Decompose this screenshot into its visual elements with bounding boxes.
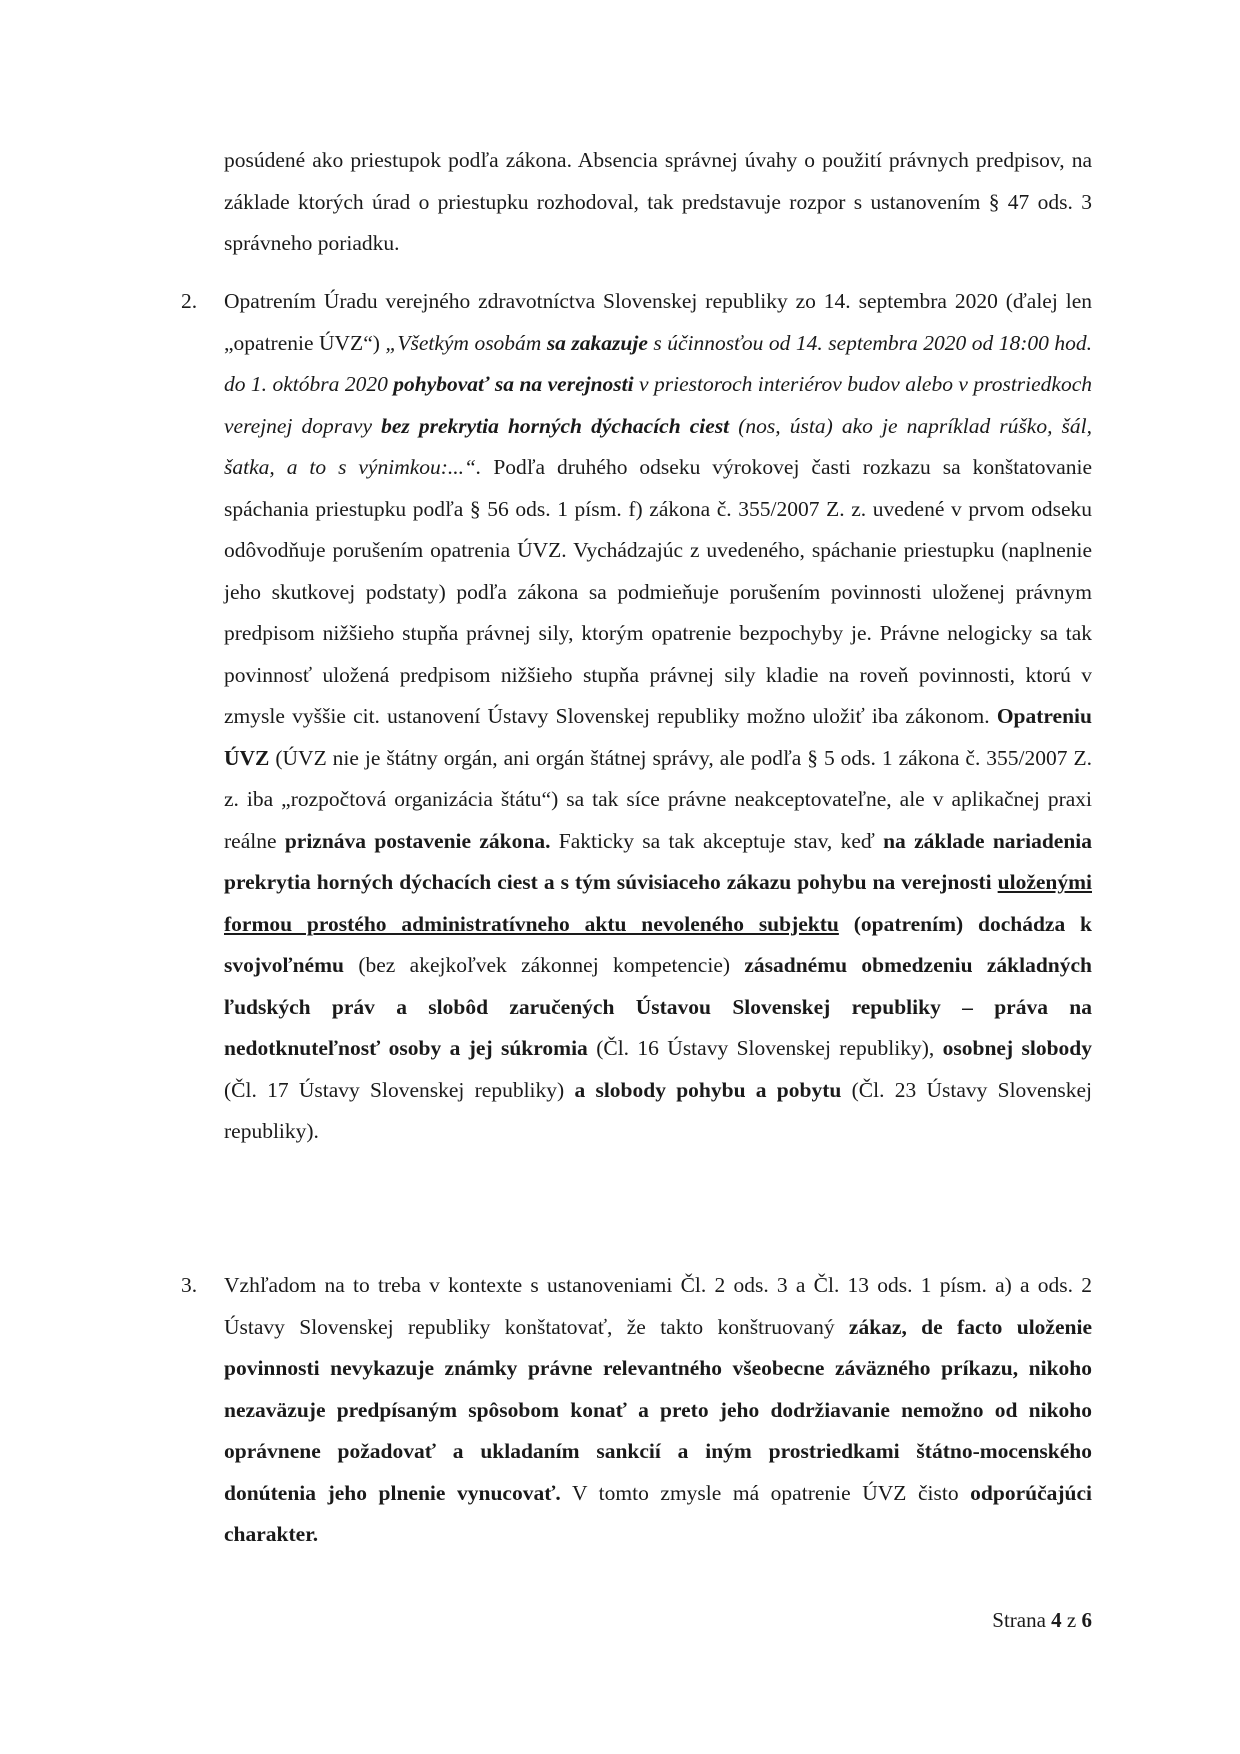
- list-number-3: 3.: [181, 1273, 198, 1297]
- text-run: (nos, ústa) ako je napríklad rúško, šál, šatka, a to s výnimkou:...“.: [224, 413, 1093, 479]
- text-run: (opatrením) dochádza k svojvoľnému: [224, 911, 1092, 977]
- total-pages-number: 6: [1081, 1608, 1092, 1632]
- text-run: (Čl. 16 Ústavy Slovenskej republiky),: [587, 1036, 943, 1060]
- text-run: zásadnému obmedzeniu základných ľudských práv a slobôd zaručených Ústavou Slovenskej republiky – práva na nedotknuteľnosť osoby a jej súkromia: [224, 953, 1092, 1060]
- text-run: (Čl. 17 Ústavy Slovenskej republiky): [224, 1077, 575, 1102]
- text-run: (Čl. 23 Ústavy Slovenskej republiky).: [224, 1077, 1092, 1143]
- text-run: pohybovať sa na verejnosti: [393, 372, 634, 396]
- text-run: bez prekrytia horných dýchacích ciest: [381, 413, 730, 438]
- text-run: posúdené ako priestupok podľa zákona. Absencia správnej úvahy o použití právnych predpisov, na základe ktorých úrad o priestupku rozhodoval, tak predstavuje rozpor s ustanovením § 47 ods. 3 správneho poriadku.: [224, 148, 1092, 255]
- text-run: sa zakazuje: [546, 330, 648, 355]
- text-run: „Všetkým osobám: [385, 330, 547, 355]
- paragraph-intro: [224, 140, 1092, 265]
- text-run: na základe nariadenia prekrytia horných dýchacích ciest a s tým súvisiaceho zákazu pohybu na verejnosti: [224, 828, 1092, 894]
- text-run: a slobody pohybu a pobytu: [574, 1077, 842, 1102]
- text-run: Fakticky sa tak akceptuje stav, keď: [550, 828, 884, 853]
- text-run: zákaz, de facto uloženie povinnosti nevykazuje známky právne relevantného všeobecne záväzného príkazu, nikoho nezaväzuje predpísaným spôsobom konať a preto jeho dodržiavanie nemožno od nikoho oprávnene požadovať a ukladaním sankcií a iným prostriedkami štátno-mocenského donútenia jeho plnenie vynucovať.: [224, 1314, 1092, 1505]
- text-run: s účinnosťou od 14. septembra 2020 od 18:00 hod. do 1. októbra 2020: [224, 330, 1092, 396]
- page-separator: z: [1061, 1608, 1082, 1632]
- text-run: priznáva postavenie zákona.: [284, 828, 551, 853]
- text-run: (ÚVZ nie je štátny orgán, ani orgán štátnej správy, ale podľa § 5 ods. 1 zákona č. 355/2007 Z. z. iba „rozpočtová organizácia štátu“) sa tak síce právne neakceptovateľne, ale v aplikačnej praxi reálne: [224, 745, 1092, 853]
- text-run: Podľa druhého odseku výrokovej časti rozkazu sa konštatovanie spáchania priestupku podľa § 56 ods. 1 písm. f) zákona č. 355/2007 Z. z. uvedené v prvom odseku odôvodňuje porušením opatrenia ÚVZ. Vychádzajúc z uvedeného, spáchanie priestupku (naplnenie jeho skutkovej podstaty) podľa zákona sa podmieňuje porušením povinnosti uloženej právnym predpisom nižšieho stupňa právnej sily, ktorým opatrenie bezpochyby je. Právne nelogicky sa tak povinnosť uložená predpisom nižšieho stupňa právnej sily kladie na roveň povinnosti, ktorú v zmysle vyššie cit. ustanovení Ústavy Slovenskej republiky možno uložiť iba zákonom.: [224, 455, 1092, 728]
- text-run: Vzhľadom na to treba v kontexte s ustanoveniami Čl. 2 ods. 3 a Čl. 13 ods. 1 písm. a) a ods. 2 Ústavy Slovenskej republiky konštatovať, že takto konštruovaný: [224, 1273, 1092, 1339]
- paragraph-item-3: [224, 1265, 1092, 1556]
- text-run: uloženými formou prostého administratívneho aktu nevoleného subjektu: [224, 870, 1092, 936]
- text-run: osobnej slobody: [942, 1036, 1092, 1060]
- text-run: odporúčajúci charakter.: [224, 1480, 1092, 1546]
- paragraph-item-2: [224, 281, 1092, 1153]
- text-run: Opatrením Úradu verejného zdravotníctva Slovenskej republiky zo 14. septembra 2020 (ďalej len „opatrenie ÚVZ“): [224, 289, 1092, 355]
- text-run: V tomto zmysle má opatrenie ÚVZ čisto: [560, 1480, 971, 1505]
- text-run: v priestoroch interiérov budov alebo v prostriedkoch verejnej dopravy: [224, 372, 1093, 438]
- list-number-2: 2.: [181, 289, 198, 313]
- current-page-number: 4: [1051, 1608, 1062, 1632]
- text-run: Opatreniu ÚVZ: [224, 704, 1092, 770]
- page-footer: [992, 1608, 1092, 1633]
- page-label: Strana: [992, 1608, 1052, 1632]
- text-run: (bez akejkoľvek zákonnej kompetencie): [343, 953, 745, 977]
